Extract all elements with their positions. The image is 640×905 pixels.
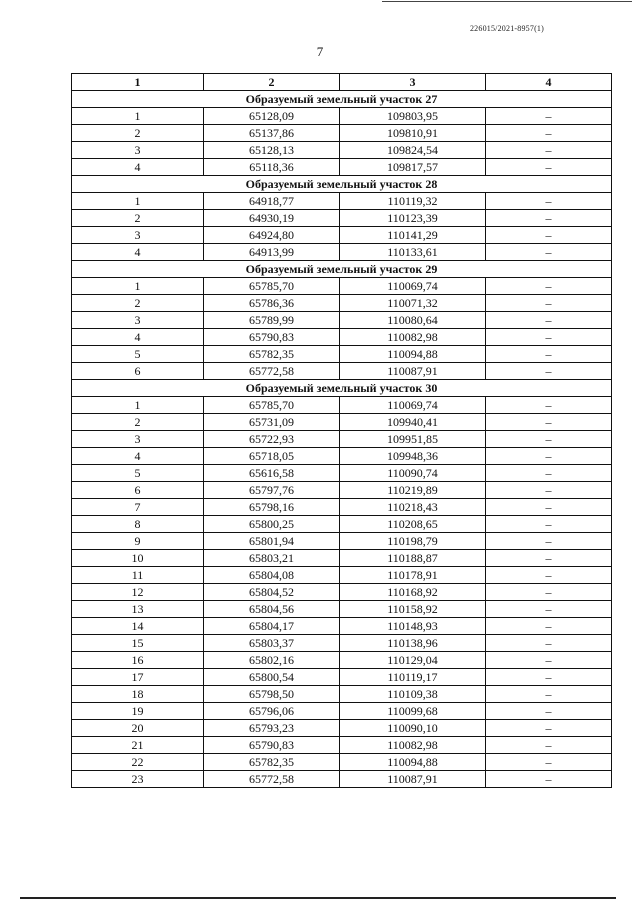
point-number-cell: 16 bbox=[72, 652, 204, 669]
note-cell: – bbox=[486, 465, 612, 482]
column-header: 2 bbox=[204, 74, 340, 91]
note-cell: – bbox=[486, 567, 612, 584]
coordinate-x-cell: 65801,94 bbox=[204, 533, 340, 550]
note-cell: – bbox=[486, 448, 612, 465]
note-cell: – bbox=[486, 533, 612, 550]
coordinate-y-cell: 109824,54 bbox=[340, 142, 486, 159]
coordinate-x-cell: 65804,08 bbox=[204, 567, 340, 584]
point-number-cell: 4 bbox=[72, 159, 204, 176]
table-row bbox=[72, 533, 612, 550]
coordinate-y-cell: 110168,92 bbox=[340, 584, 486, 601]
coordinate-y-cell: 110148,93 bbox=[340, 618, 486, 635]
coordinate-y-cell: 110138,96 bbox=[340, 635, 486, 652]
note-cell: – bbox=[486, 329, 612, 346]
note-cell: – bbox=[486, 720, 612, 737]
note-cell: – bbox=[486, 499, 612, 516]
point-number-cell: 4 bbox=[72, 329, 204, 346]
table-row bbox=[72, 227, 612, 244]
table-row bbox=[72, 295, 612, 312]
point-number-cell: 5 bbox=[72, 346, 204, 363]
point-number-cell: 8 bbox=[72, 516, 204, 533]
column-header: 4 bbox=[486, 74, 612, 91]
point-number-cell: 12 bbox=[72, 584, 204, 601]
section-title-row bbox=[72, 91, 612, 108]
coordinate-y-cell: 110069,74 bbox=[340, 278, 486, 295]
column-header: 1 bbox=[72, 74, 204, 91]
coordinate-x-cell: 65718,05 bbox=[204, 448, 340, 465]
point-number-cell: 14 bbox=[72, 618, 204, 635]
point-number-cell: 4 bbox=[72, 448, 204, 465]
table-row bbox=[72, 312, 612, 329]
coordinate-x-cell: 64924,80 bbox=[204, 227, 340, 244]
note-cell: – bbox=[486, 244, 612, 261]
table-row bbox=[72, 601, 612, 618]
coordinate-x-cell: 65785,70 bbox=[204, 397, 340, 414]
coordinate-x-cell: 65796,06 bbox=[204, 703, 340, 720]
table-row bbox=[72, 159, 612, 176]
section-title: Образуемый земельный участок 28 bbox=[72, 176, 612, 193]
coordinate-y-cell: 110109,38 bbox=[340, 686, 486, 703]
table-row bbox=[72, 363, 612, 380]
coordinate-y-cell: 110099,68 bbox=[340, 703, 486, 720]
coordinate-y-cell: 110133,61 bbox=[340, 244, 486, 261]
coordinate-x-cell: 64918,77 bbox=[204, 193, 340, 210]
table-body bbox=[72, 91, 612, 788]
table-row bbox=[72, 278, 612, 295]
point-number-cell: 3 bbox=[72, 312, 204, 329]
coordinate-y-cell: 110198,79 bbox=[340, 533, 486, 550]
point-number-cell: 2 bbox=[72, 125, 204, 142]
point-number-cell: 21 bbox=[72, 737, 204, 754]
note-cell: – bbox=[486, 431, 612, 448]
coordinate-y-cell: 110119,32 bbox=[340, 193, 486, 210]
note-cell: – bbox=[486, 397, 612, 414]
table-row bbox=[72, 703, 612, 720]
coordinate-x-cell: 65786,36 bbox=[204, 295, 340, 312]
coordinate-x-cell: 65128,09 bbox=[204, 108, 340, 125]
coordinate-x-cell: 65790,83 bbox=[204, 737, 340, 754]
table-row bbox=[72, 125, 612, 142]
table-row bbox=[72, 448, 612, 465]
note-cell: – bbox=[486, 754, 612, 771]
coordinate-y-cell: 110158,92 bbox=[340, 601, 486, 618]
coordinate-x-cell: 65785,70 bbox=[204, 278, 340, 295]
coordinate-x-cell: 65722,93 bbox=[204, 431, 340, 448]
table-row bbox=[72, 431, 612, 448]
table-row bbox=[72, 720, 612, 737]
coordinate-x-cell: 65803,21 bbox=[204, 550, 340, 567]
section-title-row bbox=[72, 380, 612, 397]
point-number-cell: 1 bbox=[72, 397, 204, 414]
coordinate-y-cell: 110071,32 bbox=[340, 295, 486, 312]
note-cell: – bbox=[486, 550, 612, 567]
table-row bbox=[72, 108, 612, 125]
table-row bbox=[72, 329, 612, 346]
table-row bbox=[72, 618, 612, 635]
coordinate-x-cell: 64913,99 bbox=[204, 244, 340, 261]
note-cell: – bbox=[486, 414, 612, 431]
bottom-rule bbox=[20, 897, 616, 899]
coordinate-y-cell: 110178,91 bbox=[340, 567, 486, 584]
point-number-cell: 3 bbox=[72, 142, 204, 159]
point-number-cell: 3 bbox=[72, 227, 204, 244]
coordinate-x-cell: 65804,56 bbox=[204, 601, 340, 618]
table-row bbox=[72, 737, 612, 754]
coordinate-y-cell: 110087,91 bbox=[340, 771, 486, 788]
coordinate-x-cell: 65798,16 bbox=[204, 499, 340, 516]
coordinate-x-cell: 65137,86 bbox=[204, 125, 340, 142]
table-row bbox=[72, 567, 612, 584]
table-row bbox=[72, 465, 612, 482]
coordinate-x-cell: 65772,58 bbox=[204, 363, 340, 380]
coordinate-x-cell: 65731,09 bbox=[204, 414, 340, 431]
table-row bbox=[72, 516, 612, 533]
coordinate-x-cell: 65800,54 bbox=[204, 669, 340, 686]
coordinate-y-cell: 110069,74 bbox=[340, 397, 486, 414]
coordinate-y-cell: 109951,85 bbox=[340, 431, 486, 448]
point-number-cell: 1 bbox=[72, 278, 204, 295]
section-title: Образуемый земельный участок 27 bbox=[72, 91, 612, 108]
coordinate-y-cell: 110188,87 bbox=[340, 550, 486, 567]
point-number-cell: 2 bbox=[72, 295, 204, 312]
coordinate-y-cell: 110090,10 bbox=[340, 720, 486, 737]
coordinate-x-cell: 65804,17 bbox=[204, 618, 340, 635]
coordinate-y-cell: 110087,91 bbox=[340, 363, 486, 380]
table-row bbox=[72, 635, 612, 652]
note-cell: – bbox=[486, 295, 612, 312]
note-cell: – bbox=[486, 737, 612, 754]
note-cell: – bbox=[486, 771, 612, 788]
coordinate-y-cell: 110082,98 bbox=[340, 737, 486, 754]
note-cell: – bbox=[486, 193, 612, 210]
section-title: Образуемый земельный участок 30 bbox=[72, 380, 612, 397]
table-row bbox=[72, 482, 612, 499]
note-cell: – bbox=[486, 584, 612, 601]
table-row bbox=[72, 771, 612, 788]
point-number-cell: 6 bbox=[72, 482, 204, 499]
point-number-cell: 15 bbox=[72, 635, 204, 652]
coordinate-y-cell: 110094,88 bbox=[340, 346, 486, 363]
coordinate-x-cell: 65793,23 bbox=[204, 720, 340, 737]
coordinate-x-cell: 65772,58 bbox=[204, 771, 340, 788]
coordinate-x-cell: 65128,13 bbox=[204, 142, 340, 159]
coordinate-y-cell: 110218,43 bbox=[340, 499, 486, 516]
coordinate-y-cell: 110082,98 bbox=[340, 329, 486, 346]
point-number-cell: 7 bbox=[72, 499, 204, 516]
column-header: 3 bbox=[340, 74, 486, 91]
coordinate-y-cell: 110129,04 bbox=[340, 652, 486, 669]
coordinate-y-cell: 110141,29 bbox=[340, 227, 486, 244]
coordinate-x-cell: 65790,83 bbox=[204, 329, 340, 346]
point-number-cell: 19 bbox=[72, 703, 204, 720]
note-cell: – bbox=[486, 669, 612, 686]
coordinate-x-cell: 65616,58 bbox=[204, 465, 340, 482]
coordinate-y-cell: 110090,74 bbox=[340, 465, 486, 482]
coordinate-x-cell: 65797,76 bbox=[204, 482, 340, 499]
section-title-row bbox=[72, 176, 612, 193]
note-cell: – bbox=[486, 601, 612, 618]
note-cell: – bbox=[486, 346, 612, 363]
coordinate-y-cell: 109948,36 bbox=[340, 448, 486, 465]
point-number-cell: 3 bbox=[72, 431, 204, 448]
page-number: 7 bbox=[316, 44, 324, 59]
point-number-cell: 6 bbox=[72, 363, 204, 380]
table-row bbox=[72, 754, 612, 771]
point-number-cell: 22 bbox=[72, 754, 204, 771]
note-cell: – bbox=[486, 142, 612, 159]
coordinate-x-cell: 65782,35 bbox=[204, 346, 340, 363]
point-number-cell: 2 bbox=[72, 414, 204, 431]
point-number-cell: 1 bbox=[72, 108, 204, 125]
table-row bbox=[72, 193, 612, 210]
coordinate-y-cell: 110094,88 bbox=[340, 754, 486, 771]
coordinate-x-cell: 65782,35 bbox=[204, 754, 340, 771]
point-number-cell: 1 bbox=[72, 193, 204, 210]
coordinate-x-cell: 65803,37 bbox=[204, 635, 340, 652]
table-row bbox=[72, 244, 612, 261]
coordinate-x-cell: 65804,52 bbox=[204, 584, 340, 601]
coordinate-y-cell: 110080,64 bbox=[340, 312, 486, 329]
coordinate-y-cell: 109810,91 bbox=[340, 125, 486, 142]
top-rule bbox=[382, 1, 632, 2]
note-cell: – bbox=[486, 703, 612, 720]
table-row bbox=[72, 669, 612, 686]
point-number-cell: 5 bbox=[72, 465, 204, 482]
coordinate-y-cell: 109817,57 bbox=[340, 159, 486, 176]
coordinate-x-cell: 65118,36 bbox=[204, 159, 340, 176]
section-title-row bbox=[72, 261, 612, 278]
note-cell: – bbox=[486, 227, 612, 244]
point-number-cell: 23 bbox=[72, 771, 204, 788]
table-row bbox=[72, 550, 612, 567]
coordinate-x-cell: 65798,50 bbox=[204, 686, 340, 703]
document-reference: 226015/2021-8957(1) bbox=[469, 24, 544, 33]
table-row bbox=[72, 584, 612, 601]
point-number-cell: 4 bbox=[72, 244, 204, 261]
note-cell: – bbox=[486, 312, 612, 329]
point-number-cell: 13 bbox=[72, 601, 204, 618]
point-number-cell: 11 bbox=[72, 567, 204, 584]
note-cell: – bbox=[486, 482, 612, 499]
table-header-row bbox=[72, 74, 612, 91]
section-title: Образуемый земельный участок 29 bbox=[72, 261, 612, 278]
table-row bbox=[72, 346, 612, 363]
table-row bbox=[72, 210, 612, 227]
table-row bbox=[72, 397, 612, 414]
note-cell: – bbox=[486, 108, 612, 125]
table-row bbox=[72, 686, 612, 703]
point-number-cell: 2 bbox=[72, 210, 204, 227]
point-number-cell: 20 bbox=[72, 720, 204, 737]
coordinates-table bbox=[71, 73, 612, 788]
point-number-cell: 17 bbox=[72, 669, 204, 686]
coordinate-y-cell: 110219,89 bbox=[340, 482, 486, 499]
note-cell: – bbox=[486, 516, 612, 533]
coordinate-y-cell: 110123,39 bbox=[340, 210, 486, 227]
table-row bbox=[72, 652, 612, 669]
coordinate-y-cell: 110119,17 bbox=[340, 669, 486, 686]
note-cell: – bbox=[486, 210, 612, 227]
note-cell: – bbox=[486, 159, 612, 176]
note-cell: – bbox=[486, 686, 612, 703]
point-number-cell: 18 bbox=[72, 686, 204, 703]
coordinate-x-cell: 65789,99 bbox=[204, 312, 340, 329]
table-row bbox=[72, 414, 612, 431]
coordinate-y-cell: 109803,95 bbox=[340, 108, 486, 125]
point-number-cell: 9 bbox=[72, 533, 204, 550]
coordinate-x-cell: 65800,25 bbox=[204, 516, 340, 533]
note-cell: – bbox=[486, 635, 612, 652]
table-row bbox=[72, 142, 612, 159]
coordinate-y-cell: 110208,65 bbox=[340, 516, 486, 533]
note-cell: – bbox=[486, 618, 612, 635]
point-number-cell: 10 bbox=[72, 550, 204, 567]
note-cell: – bbox=[486, 278, 612, 295]
note-cell: – bbox=[486, 125, 612, 142]
note-cell: – bbox=[486, 652, 612, 669]
table-row bbox=[72, 499, 612, 516]
coordinate-x-cell: 64930,19 bbox=[204, 210, 340, 227]
coordinate-y-cell: 109940,41 bbox=[340, 414, 486, 431]
coordinate-x-cell: 65802,16 bbox=[204, 652, 340, 669]
note-cell: – bbox=[486, 363, 612, 380]
